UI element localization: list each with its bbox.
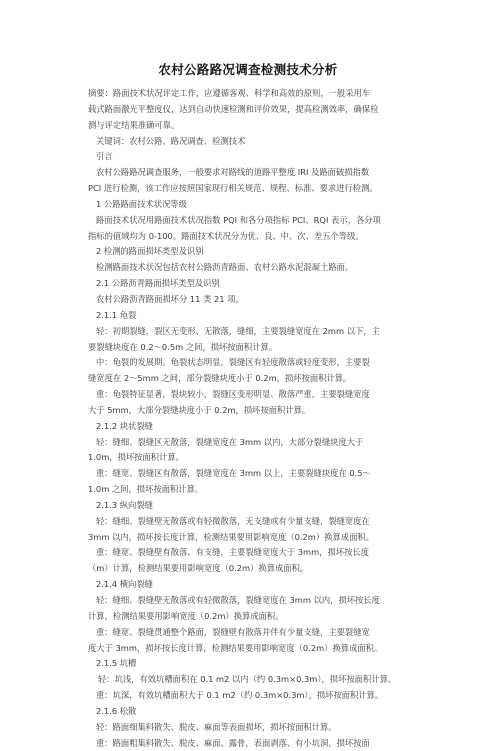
section-heading: 2.1.3 纵向裂缝: [96, 499, 153, 510]
body-line: 3mm 以内，损坏按长度计算，检测结果要用影响宽度（0.2m）换算成面积。: [88, 531, 374, 542]
body-line: 重：龟裂特征显著，裂块较小，裂缝区变形明显、散落严重，主要裂缝宽度: [96, 389, 370, 400]
body-line: 轻：路面细集料散失、脱皮、麻面等表面损坏，损坏按面积计算。: [96, 721, 337, 732]
body-line: 重：路面粗集料散失、脱皮、麻面、露骨，表面剥落、有小坑洞，损坏按面: [96, 737, 370, 748]
body-line: 农村公路沥青路面损坏分 11 类 21 项。: [96, 293, 244, 304]
body-line: 引言: [96, 151, 113, 162]
body-line: 农村公路路况调查服务，一般要求对路线的道路平整度 IRI 及路面破损指数: [96, 167, 370, 178]
document-title: 农村公路路况调查检测技术分析: [158, 62, 338, 77]
body-line: 计算，检测结果要用影响宽度（0.2m）换算成面积。: [88, 610, 284, 621]
section-heading: 2.1.5 坑槽: [96, 658, 137, 669]
body-line: 1.0m，损坏按面积计算。: [88, 452, 184, 463]
section-heading: 2.1.4 横向裂缝: [96, 579, 153, 590]
body-line: 轻：初期裂缝，裂区无变形、无散落，缝细，主要裂缝宽度在 2mm 以下，主: [96, 325, 380, 336]
body-line: 重：缝宽、裂缝区有散落，裂缝宽度在 3mm 以上，主要裂缝块度在 0.5～: [96, 468, 371, 479]
section-heading: 2 检测的路面损坏类型及识别: [96, 246, 204, 257]
body-line: 大于 5mm，大部分裂缝块度小于 0.2m，损坏按面积计算。: [88, 404, 311, 415]
body-line: 指标的值域均为 0-100。路面技术状况分为优、良、中、次、差五个等级。: [88, 230, 364, 241]
body-line: 摘要：路面技术状况评定工作，应遵循客观、科学和高效的原则，一般采用车: [88, 88, 371, 98]
body-line: 轻：坑浅，有效坑槽面积在 0.1 m2 以内（约 0.3m×0.3m），损坏按面积计算。: [98, 674, 397, 685]
body-line: 缝宽度在 2～5mm 之间，部分裂缝块度小于 0.2m，损坏按面积计算。: [88, 373, 352, 384]
section-heading: 2.1.2 块状裂缝: [96, 420, 153, 431]
body-line: 载式路面激光平整度仪，达到自动快速检测和评价效果，提高检测效率，确保检: [88, 103, 379, 114]
section-heading: 2.1 公路沥青路面损坏类型及识别: [96, 278, 220, 289]
body-line: 要裂缝块度在 0.2～0.5m 之间，损坏按面积计算。: [88, 341, 278, 352]
section-heading: 2.1.1 龟裂: [96, 309, 137, 320]
body-line: 重：缝宽、裂缝贯通整个路面，裂缝壁有散落并伴有少量支缝，主要裂缝宽: [96, 626, 370, 637]
body-line: 重：缝宽、裂缝壁有散落、有支缝，主要裂缝宽度大于 3mm，损坏按长度: [96, 547, 369, 558]
document-body: [88, 86, 414, 751]
body-line: 轻：缝细、裂缝区无散落，裂缝宽度在 3mm 以内，大部分裂缝块度大于: [96, 436, 364, 447]
body-line: 检测路面技术状况包括农村公路沥青路面、农村公路水泥混凝土路面。: [96, 262, 354, 273]
body-line: 路面技术状况用路面技术状况指数 PQI 和各分项指标 PCI、RQI 表示，各分项: [96, 214, 381, 225]
body-line: 重：坑深，有效坑槽面积大于 0.1 m2（约 0.3m×0.3m），损坏按面积计算。: [96, 690, 384, 701]
section-heading: 2.1.6 松散: [96, 705, 137, 716]
body-line: （m）计算，检测结果要用影响宽度（0.2m）换算成面积。: [88, 563, 309, 574]
body-line: 轻：缝细、裂缝壁无散落或有轻微散落，裂缝宽度在 3mm 以内，损坏按长度: [96, 595, 380, 605]
body-line: PCI 进行检测，该工作应按照国家现行相关规范、规程、标准、要求进行检测。: [88, 183, 378, 194]
body-line: 关键词：农村公路、路况调查、检测技术: [96, 135, 246, 146]
body-line: 中：龟裂的发展期。龟裂状态明显，裂缝区有轻度散落或轻度变形，主要裂: [96, 357, 370, 368]
section-heading: 1 公路路面技术状况等级: [96, 198, 187, 209]
body-line: 轻：缝细、裂缝壁无散落或有轻微散落，无支缝或有少量支缝，裂缝宽度在: [96, 515, 370, 526]
body-line: 度大于 3mm，损坏按长度计算，检测结果要用影响宽度（0.2m）换算成面积。: [88, 642, 383, 653]
body-line: 测与评定结果准确可靠。: [88, 119, 180, 130]
body-line: 1.0m 之间，损坏按面积计算。: [88, 484, 204, 495]
